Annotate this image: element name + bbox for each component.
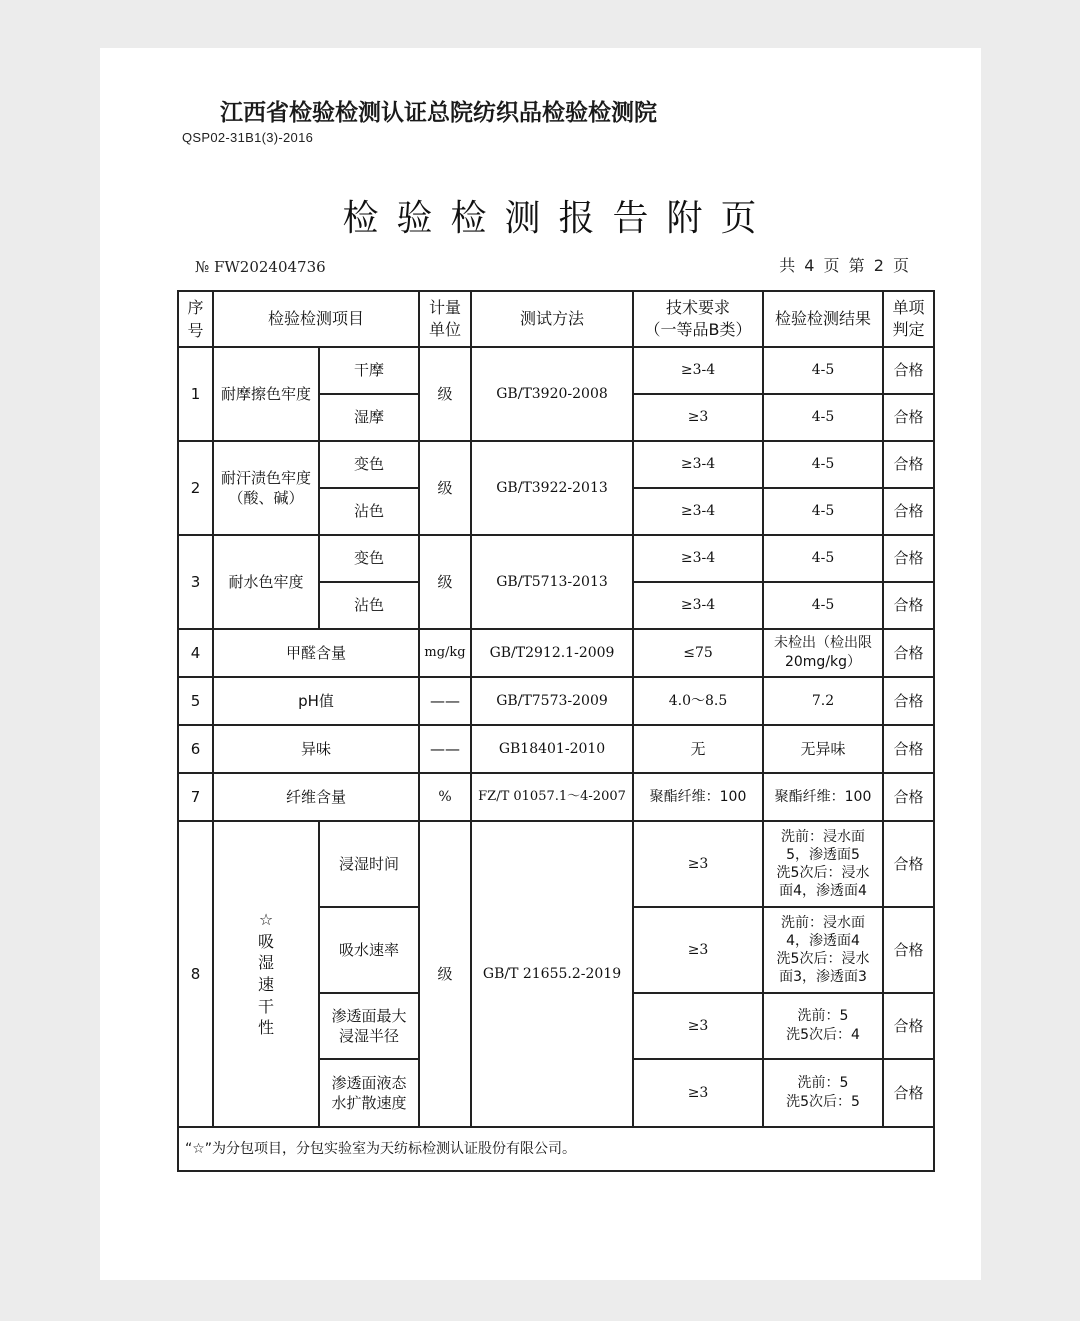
result-cell: [763, 629, 883, 677]
judgement-cell: 合格: [883, 347, 934, 394]
judgement-cell: 合格: [883, 488, 934, 535]
result-cell: [763, 993, 883, 1059]
header-item: 检验检测项目: [213, 291, 419, 347]
subitem-cell: 浸湿时间: [319, 821, 419, 907]
requirement-cell: ≥3-4: [633, 535, 763, 582]
result-line: 洗5次后：5: [786, 1094, 860, 1110]
unit-cell: %: [419, 773, 471, 821]
result-cell: 无异味: [763, 725, 883, 773]
report-title: 检验检测报告附页: [342, 198, 775, 239]
table-row: [178, 725, 934, 773]
header-requirement-line1: 技术要求: [666, 298, 731, 318]
requirement-cell: ≥3: [633, 907, 763, 993]
method-cell: GB18401-2010: [471, 725, 633, 773]
result-cell: [763, 821, 883, 907]
header-seq: 序号: [178, 291, 213, 347]
subitem-cell: 变色: [319, 441, 419, 488]
result-line: 洗5次后：浸水: [776, 865, 870, 881]
item-cell: [213, 441, 319, 535]
subitem-line: 浸湿半径: [339, 1027, 400, 1045]
judgement-cell: 合格: [883, 677, 934, 725]
subitem-line: 水扩散速度: [331, 1094, 407, 1112]
header-requirement-line2: （一等品B类）: [644, 320, 752, 339]
item-cell: 耐摩擦色牢度: [213, 347, 319, 441]
unit-cell: ——: [419, 677, 471, 725]
requirement-cell: ≥3-4: [633, 582, 763, 629]
requirement-cell: ≥3-4: [633, 441, 763, 488]
header-unit: 计量单位: [419, 291, 471, 347]
unit-cell: mg/kg: [419, 629, 471, 677]
item-cell: [213, 821, 319, 1127]
unit-cell: 级: [419, 821, 471, 1127]
result-line: 洗前：5: [797, 1075, 849, 1092]
judgement-cell: 合格: [883, 441, 934, 488]
requirement-cell: 4.0～8.5: [633, 677, 763, 725]
requirement-cell: ≥3-4: [633, 488, 763, 535]
form-code: QSP02-31B1(3)-2016: [182, 130, 314, 145]
item-char: 吸: [257, 931, 274, 951]
requirement-cell: ≥3: [633, 1059, 763, 1127]
result-line: 未检出（检出限: [774, 635, 873, 652]
unit-cell: 级: [419, 347, 471, 441]
seq-cell: 7: [178, 773, 213, 821]
seq-cell: 3: [178, 535, 213, 629]
report-number: № FW202404736: [195, 258, 326, 276]
unit-cell: ——: [419, 725, 471, 773]
subitem-cell: 干摩: [319, 347, 419, 394]
judgement-cell: 合格: [883, 1059, 934, 1127]
table-row: [178, 629, 934, 677]
result-line: 4，渗透面4: [786, 932, 860, 949]
subitem-cell: [319, 1059, 419, 1127]
judgement-cell: 合格: [883, 907, 934, 993]
item-cell: 耐水色牢度: [213, 535, 319, 629]
result-line: 20mg/kg）: [784, 654, 862, 670]
table-row: [178, 773, 934, 821]
judgement-cell: 合格: [883, 535, 934, 582]
item-line: 耐汗渍色牢度: [220, 468, 311, 487]
item-cell: pH值: [213, 677, 419, 725]
result-cell: [763, 1059, 883, 1127]
result-cell: 4-5: [763, 488, 883, 535]
table-row: [178, 441, 934, 488]
unit-cell: 级: [419, 535, 471, 629]
result-cell: [763, 907, 883, 993]
item-cell: 纤维含量: [213, 773, 419, 821]
result-line: 面3，渗透面3: [779, 969, 867, 986]
judgement-cell: 合格: [883, 993, 934, 1059]
result-cell: 7.2: [763, 677, 883, 725]
judgement-cell: 合格: [883, 773, 934, 821]
subitem-line: 渗透面最大: [331, 1006, 407, 1025]
result-line: 洗前：5: [797, 1008, 849, 1025]
result-cell: 4-5: [763, 535, 883, 582]
subitem-cell: 变色: [319, 535, 419, 582]
result-line: 洗前：浸水面: [781, 828, 866, 845]
method-cell: GB/T5713-2013: [471, 535, 633, 629]
result-line: 5，渗透面5: [786, 846, 860, 863]
seq-cell: 5: [178, 677, 213, 725]
page-info: 共 4 页 第 2 页: [779, 256, 911, 275]
header-result: 检验检测结果: [763, 291, 883, 347]
method-cell: GB/T 21655.2-2019: [471, 821, 633, 1127]
item-char: 湿: [257, 953, 274, 973]
result-line: 面4，渗透面4: [779, 883, 867, 900]
result-cell: 聚酯纤维：100: [763, 773, 883, 821]
method-cell: GB/T2912.1-2009: [471, 629, 633, 677]
subitem-line: 渗透面液态: [331, 1073, 407, 1092]
table-row: [178, 347, 934, 394]
requirement-cell: ≥3: [633, 394, 763, 441]
method-cell: GB/T3922-2013: [471, 441, 633, 535]
subitem-cell: 湿摩: [319, 394, 419, 441]
item-char: 速: [257, 975, 274, 994]
requirement-cell: 聚酯纤维：100: [633, 773, 763, 821]
table-row: [178, 677, 934, 725]
item-cell: 甲醛含量: [213, 629, 419, 677]
subitem-cell: 沾色: [319, 488, 419, 535]
item-line: （酸、碱）: [228, 489, 304, 507]
seq-cell: 6: [178, 725, 213, 773]
results-table: [177, 290, 935, 1172]
subitem-cell: 沾色: [319, 582, 419, 629]
requirement-cell: ≤75: [633, 629, 763, 677]
header-judgement: 单项判定: [883, 291, 934, 347]
judgement-cell: 合格: [883, 725, 934, 773]
judgement-cell: 合格: [883, 394, 934, 441]
requirement-cell: ≥3-4: [633, 347, 763, 394]
method-cell: GB/T3920-2008: [471, 347, 633, 441]
method-cell: FZ/T 01057.1～4-2007: [471, 773, 633, 821]
unit-cell: 级: [419, 441, 471, 535]
seq-cell: 8: [178, 821, 213, 1127]
seq-cell: 2: [178, 441, 213, 535]
table-row: [178, 535, 934, 582]
report-page: [100, 48, 981, 1280]
requirement-cell: 无: [633, 725, 763, 773]
requirement-cell: ≥3: [633, 993, 763, 1059]
subitem-cell: [319, 993, 419, 1059]
header-row: [178, 291, 934, 347]
requirement-cell: ≥3: [633, 821, 763, 907]
footnote: “☆”为分包项目，分包实验室为天纺标检测认证股份有限公司。: [178, 1127, 934, 1171]
item-cell: 异味: [213, 725, 419, 773]
seq-cell: 4: [178, 629, 213, 677]
result-line: 洗5次后：4: [786, 1027, 860, 1043]
judgement-cell: 合格: [883, 582, 934, 629]
result-cell: 4-5: [763, 582, 883, 629]
result-cell: 4-5: [763, 441, 883, 488]
result-line: 洗5次后：浸水: [776, 951, 870, 967]
seq-cell: 1: [178, 347, 213, 441]
table-row: [178, 821, 934, 907]
result-cell: 4-5: [763, 394, 883, 441]
header-method: 测试方法: [471, 291, 633, 347]
method-cell: GB/T7573-2009: [471, 677, 633, 725]
star-icon: ☆: [258, 910, 274, 930]
organization-name: 江西省检验检测认证总院纺织品检验检测院: [220, 100, 657, 126]
footnote-row: [178, 1127, 934, 1171]
result-line: 洗前：浸水面: [781, 914, 866, 931]
item-char: 性: [257, 1018, 274, 1038]
subitem-cell: 吸水速率: [319, 907, 419, 993]
result-cell: 4-5: [763, 347, 883, 394]
item-char: 干: [257, 996, 274, 1016]
header-requirement: [633, 291, 763, 347]
judgement-cell: 合格: [883, 821, 934, 907]
judgement-cell: 合格: [883, 629, 934, 677]
